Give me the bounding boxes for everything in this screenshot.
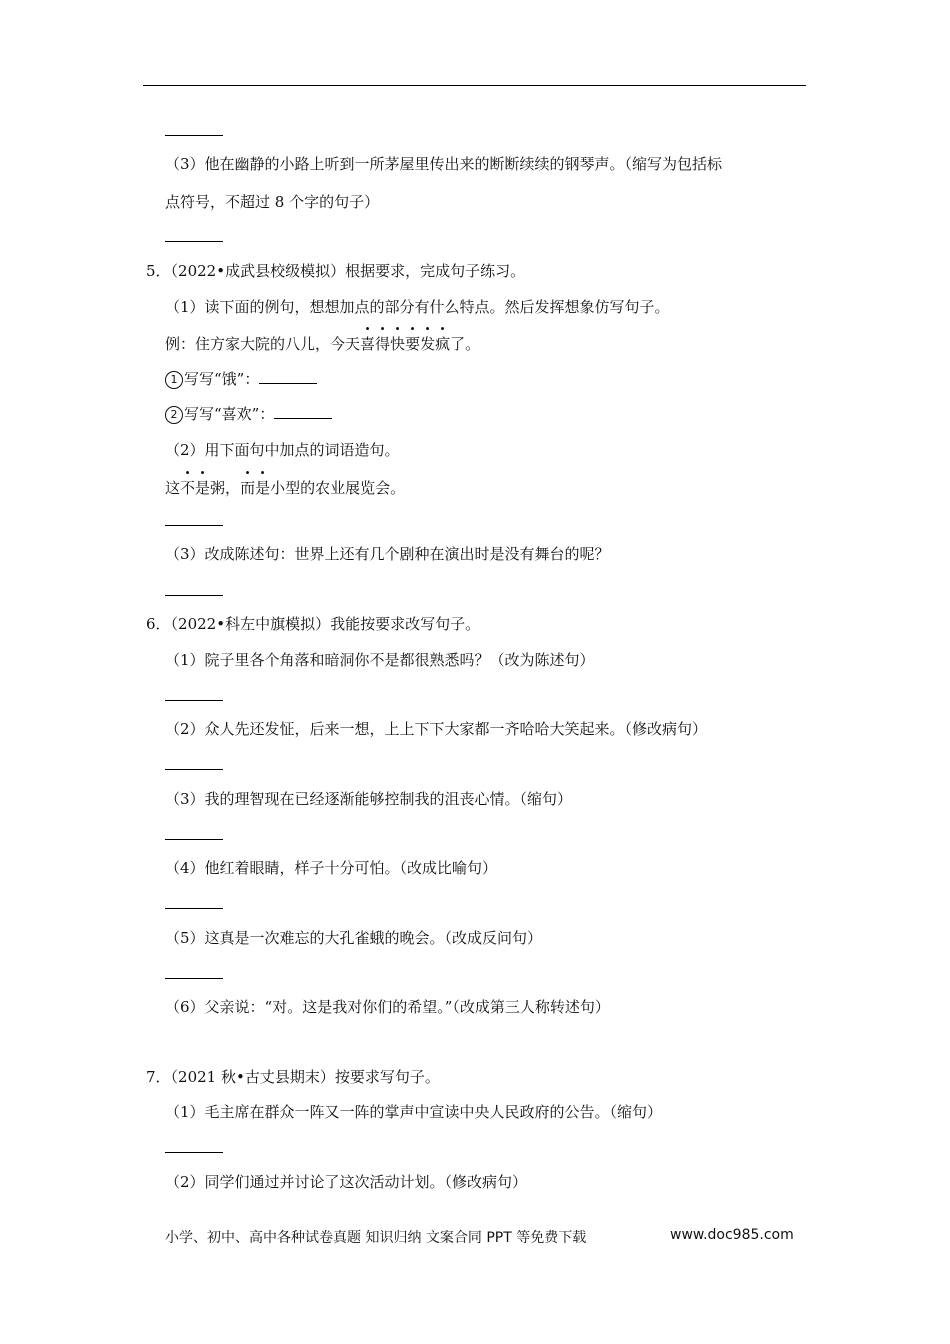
- q6-item: （4）他红着眼睛，样子十分可怕。（改成比喻句）: [165, 859, 498, 877]
- header-rule: [143, 85, 806, 86]
- emphasized-char: 是: [255, 479, 271, 497]
- q5-item2-label: 写写“喜欢”：: [184, 405, 275, 423]
- q5-item2: [165, 403, 332, 424]
- emphasized-char: 不: [180, 479, 196, 497]
- answer-blank[interactable]: [165, 1152, 223, 1153]
- q6-item: （6）父亲说：“对。这是我对你们的希望。”（改成第三人称转述句）: [165, 998, 610, 1016]
- q5-item1-label: 写写“饿”：: [184, 370, 260, 388]
- answer-blank[interactable]: [165, 978, 223, 979]
- footer-url[interactable]: www.doc985.com: [670, 1227, 794, 1243]
- q6-item: （3）我的理智现在已经逐渐能够控制我的沮丧心情。（缩句）: [165, 790, 573, 808]
- emphasized-char: 疯: [435, 335, 451, 353]
- footer: [165, 1227, 794, 1247]
- emphasized-char: 发: [420, 335, 436, 353]
- footer-text: 小学、初中、高中各种试卷真题 知识归纳 文案合同 PPT 等免费下载: [165, 1230, 587, 1246]
- answer-blank[interactable]: [165, 700, 223, 701]
- circled-number: 2: [165, 406, 183, 424]
- answer-blank[interactable]: [165, 525, 223, 526]
- q5-item1: [165, 368, 317, 389]
- sentence-segment: 粥，: [210, 479, 241, 497]
- q6-item: （5）这真是一次难忘的大孔雀蛾的晚会。（改成反问句）: [165, 929, 543, 947]
- example-prefix: 例：住方家大院的八儿，今天: [165, 335, 361, 353]
- emphasized-char: 得: [375, 335, 391, 353]
- circled-number: 1: [165, 371, 183, 389]
- emphasized-char: 而: [240, 479, 256, 497]
- q5-stem: 5．（2022•成武县校级模拟）根据要求，完成句子练习。: [146, 262, 526, 280]
- q5-part1-prompt: （1）读下面的例句，想想加点的部分有什么特点。然后发挥想象仿写句子。: [165, 298, 670, 316]
- sentence-segment: 这: [165, 479, 181, 497]
- answer-blank-inline[interactable]: [274, 404, 332, 419]
- emphasized-char: 是: [195, 479, 211, 497]
- answer-blank-inline[interactable]: [259, 369, 317, 384]
- q5-part3-prompt: （3）改成陈述句：世界上还有几个剧种在演出时是没有舞台的呢？: [165, 545, 610, 563]
- answer-blank[interactable]: [165, 769, 223, 770]
- q7-item: （1）毛主席在群众一阵又一阵的掌声中宣读中央人民政府的公告。（缩句）: [165, 1103, 663, 1121]
- q5-example-sentence: [165, 333, 480, 354]
- q7-item: （2）同学们通过并讨论了这次活动计划。（修改病句）: [165, 1173, 528, 1191]
- answer-blank[interactable]: [165, 241, 223, 242]
- answer-blank[interactable]: [165, 839, 223, 840]
- sentence-segment: 小型的农业展览会。: [270, 479, 406, 497]
- q5-part2-sentence: [165, 477, 405, 498]
- q5-part2-prompt: （2）用下面句中加点的词语造句。: [165, 441, 400, 459]
- q4-item3-line2: 点符号，不超过 8 个字的句子）: [165, 193, 380, 211]
- emphasized-char: 喜: [360, 335, 376, 353]
- example-suffix: 了。: [450, 335, 481, 353]
- q6-stem: 6．（2022•科左中旗模拟）我能按要求改写句子。: [146, 615, 481, 633]
- answer-blank[interactable]: [165, 595, 223, 596]
- emphasized-char: 快: [390, 335, 406, 353]
- q7-stem: 7．（2021 秋•古丈县期末）按要求写句子。: [146, 1068, 440, 1086]
- q4-item3-line1: （3）他在幽静的小路上听到一所茅屋里传出来的断断续续的钢琴声。（缩写为包括标: [165, 155, 723, 173]
- answer-blank[interactable]: [165, 135, 223, 136]
- q6-item: （1）院子里各个角落和暗洞你不是都很熟悉吗？（改为陈述句）: [165, 651, 595, 669]
- emphasized-char: 要: [405, 335, 421, 353]
- q6-item: （2）众人先还发怔，后来一想，上上下下大家都一齐哈哈大笑起来。（修改病句）: [165, 720, 708, 738]
- answer-blank[interactable]: [165, 908, 223, 909]
